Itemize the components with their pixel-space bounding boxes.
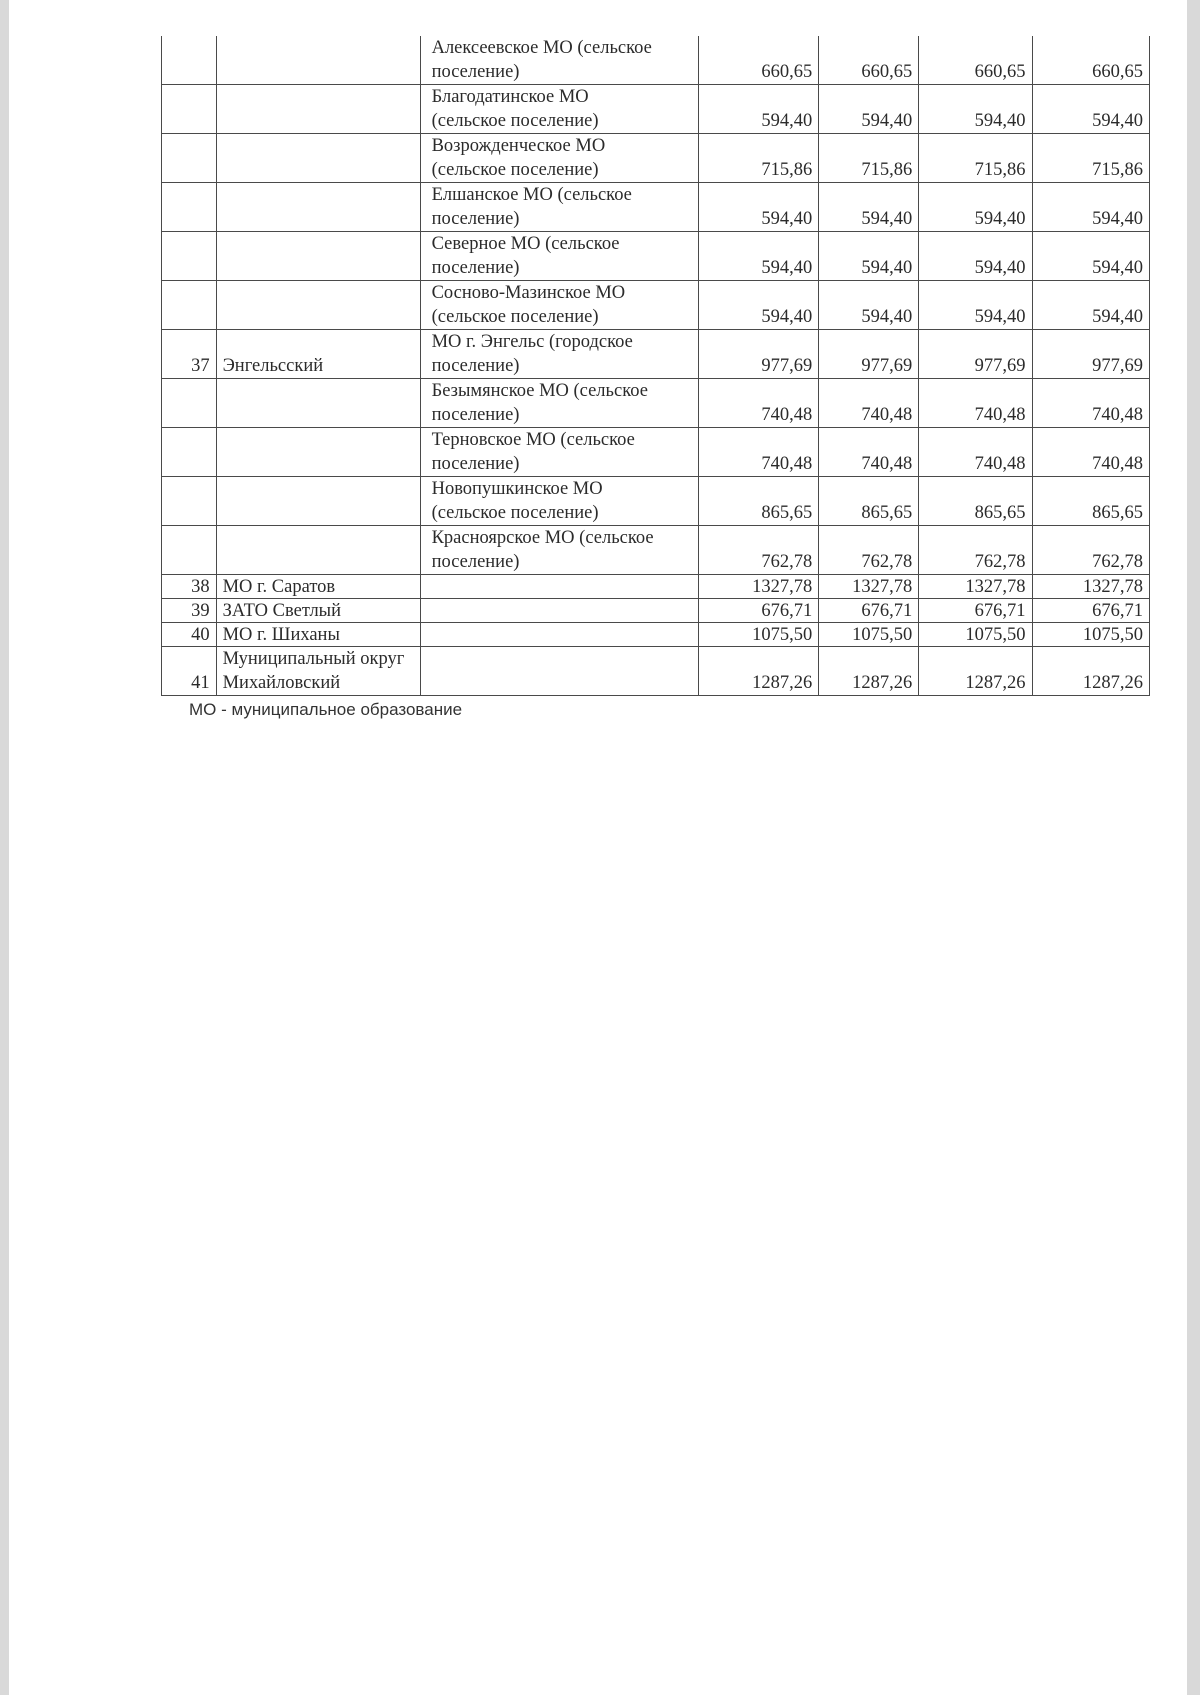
- row-number: 38: [162, 575, 217, 599]
- settlement-line: (сельское поселение): [431, 111, 599, 131]
- value-cell: 740,48: [1032, 428, 1150, 477]
- district-name: [216, 232, 420, 281]
- value-cell: 1327,78: [919, 575, 1032, 599]
- settlement-line: поселение): [431, 356, 520, 376]
- settlement-line: поселение): [431, 552, 520, 572]
- settlement-name: [420, 85, 698, 134]
- settlement-name: [420, 379, 698, 428]
- row-number: [162, 379, 217, 428]
- table-row: [162, 85, 1150, 134]
- value-cell: 1075,50: [1032, 623, 1150, 647]
- value-cell: 977,69: [819, 330, 919, 379]
- value-cell: 594,40: [698, 85, 819, 134]
- district-name: ЗАТО Светлый: [216, 599, 420, 623]
- row-number: 37: [162, 330, 217, 379]
- row-number: [162, 36, 217, 85]
- value-cell: 594,40: [919, 232, 1032, 281]
- value-cell: 762,78: [698, 526, 819, 575]
- value-cell: 1287,26: [819, 647, 919, 696]
- row-number: [162, 134, 217, 183]
- settlement-name: [420, 232, 698, 281]
- row-number: 41: [162, 647, 217, 696]
- value-cell: 762,78: [1032, 526, 1150, 575]
- value-cell: 594,40: [698, 281, 819, 330]
- value-cell: 594,40: [819, 183, 919, 232]
- district-name: [216, 183, 420, 232]
- value-cell: 594,40: [698, 183, 819, 232]
- table-row: [162, 575, 1150, 599]
- value-cell: 676,71: [919, 599, 1032, 623]
- district-name: [216, 36, 420, 85]
- value-cell: 594,40: [1032, 85, 1150, 134]
- value-cell: 865,65: [698, 477, 819, 526]
- value-cell: 594,40: [1032, 232, 1150, 281]
- settlement-line: поселение): [431, 454, 520, 474]
- value-cell: 865,65: [1032, 477, 1150, 526]
- settlement-line: (сельское поселение): [431, 503, 599, 523]
- value-cell: 715,86: [819, 134, 919, 183]
- settlement-line: Сосново-Мазинское МО: [431, 283, 626, 303]
- settlement-name: [420, 623, 698, 647]
- value-cell: 740,48: [919, 379, 1032, 428]
- settlement-name: [420, 647, 698, 696]
- settlement-line: Алексеевское МО (сельское: [431, 38, 652, 58]
- value-cell: 594,40: [919, 85, 1032, 134]
- row-number: [162, 477, 217, 526]
- value-cell: 977,69: [919, 330, 1032, 379]
- table-row: [162, 134, 1150, 183]
- value-cell: 865,65: [819, 477, 919, 526]
- settlement-name: [420, 330, 698, 379]
- row-number: [162, 183, 217, 232]
- settlement-line: Терновское МО (сельское: [431, 430, 635, 450]
- settlement-line: Новопушкинское МО: [431, 479, 603, 499]
- district-name: [216, 281, 420, 330]
- settlement-name: [420, 281, 698, 330]
- row-number: [162, 232, 217, 281]
- settlement-line: МО г. Энгельс (городское: [431, 332, 633, 352]
- value-cell: 594,40: [1032, 183, 1150, 232]
- table-row: [162, 281, 1150, 330]
- value-cell: 1327,78: [1032, 575, 1150, 599]
- row-number: 40: [162, 623, 217, 647]
- settlement-line: поселение): [431, 405, 520, 425]
- settlement-line: Северное МО (сельское: [431, 234, 620, 254]
- value-cell: 594,40: [698, 232, 819, 281]
- settlement-name: [420, 599, 698, 623]
- value-cell: 740,48: [698, 428, 819, 477]
- row-number: [162, 526, 217, 575]
- value-cell: 715,86: [1032, 134, 1150, 183]
- table-row: [162, 330, 1150, 379]
- value-cell: 740,48: [919, 428, 1032, 477]
- value-cell: 594,40: [819, 232, 919, 281]
- value-cell: 1075,50: [819, 623, 919, 647]
- table-row: [162, 232, 1150, 281]
- value-cell: 865,65: [919, 477, 1032, 526]
- settlement-name: [420, 477, 698, 526]
- value-cell: 740,48: [819, 379, 919, 428]
- district-name: [216, 526, 420, 575]
- settlement-line: Возрожденческое МО: [431, 136, 606, 156]
- value-cell: 1327,78: [819, 575, 919, 599]
- table-row: [162, 623, 1150, 647]
- table-row: [162, 36, 1150, 85]
- value-cell: 977,69: [1032, 330, 1150, 379]
- value-cell: 762,78: [919, 526, 1032, 575]
- settlement-line: Благодатинское МО: [431, 87, 589, 107]
- settlement-line: (сельское поселение): [431, 160, 599, 180]
- value-cell: 594,40: [919, 281, 1032, 330]
- value-cell: 1287,26: [1032, 647, 1150, 696]
- value-cell: 676,71: [698, 599, 819, 623]
- settlement-line: Елшанское МО (сельское: [431, 185, 632, 205]
- value-cell: 740,48: [698, 379, 819, 428]
- row-number: [162, 85, 217, 134]
- settlement-name: [420, 36, 698, 85]
- value-cell: 1287,26: [919, 647, 1032, 696]
- value-cell: 1287,26: [698, 647, 819, 696]
- value-cell: 594,40: [919, 183, 1032, 232]
- table-row: [162, 526, 1150, 575]
- value-cell: 594,40: [819, 85, 919, 134]
- document-page: [9, 0, 1187, 1695]
- value-cell: 676,71: [1032, 599, 1150, 623]
- value-cell: 762,78: [819, 526, 919, 575]
- settlement-name: [420, 526, 698, 575]
- settlement-name: [420, 428, 698, 477]
- settlement-line: поселение): [431, 62, 520, 82]
- table-row: [162, 428, 1150, 477]
- table-row: [162, 379, 1150, 428]
- value-cell: 715,86: [919, 134, 1032, 183]
- value-cell: 660,65: [919, 36, 1032, 85]
- value-cell: 740,48: [1032, 379, 1150, 428]
- table-row: [162, 599, 1150, 623]
- district-name: [216, 379, 420, 428]
- row-number: [162, 281, 217, 330]
- value-cell: 740,48: [819, 428, 919, 477]
- table-row: [162, 477, 1150, 526]
- district-name: МО г. Саратов: [216, 575, 420, 599]
- row-number: [162, 428, 217, 477]
- district-name: [216, 85, 420, 134]
- settlement-name: [420, 134, 698, 183]
- row-number: 39: [162, 599, 217, 623]
- settlement-line: Безымянское МО (сельское: [431, 381, 648, 401]
- value-cell: 594,40: [1032, 281, 1150, 330]
- settlement-line: поселение): [431, 258, 520, 278]
- value-cell: 1327,78: [698, 575, 819, 599]
- footnote: МО - муниципальное образование: [189, 700, 463, 719]
- district-name: Муниципальный округ Михайловский: [216, 647, 420, 696]
- district-name: Энгельсский: [216, 330, 420, 379]
- settlement-line: Красноярское МО (сельское: [431, 528, 654, 548]
- value-cell: 1075,50: [919, 623, 1032, 647]
- value-cell: 977,69: [698, 330, 819, 379]
- district-name: МО г. Шиханы: [216, 623, 420, 647]
- value-cell: 660,65: [698, 36, 819, 85]
- value-cell: 1075,50: [698, 623, 819, 647]
- value-cell: 715,86: [698, 134, 819, 183]
- table-row: [162, 183, 1150, 232]
- value-cell: 594,40: [819, 281, 919, 330]
- district-name: [216, 134, 420, 183]
- value-cell: 660,65: [819, 36, 919, 85]
- value-cell: 676,71: [819, 599, 919, 623]
- table-body: [162, 36, 1150, 696]
- settlement-line: (сельское поселение): [431, 307, 599, 327]
- value-cell: 660,65: [1032, 36, 1150, 85]
- table-row: [162, 647, 1150, 696]
- settlement-name: [420, 575, 698, 599]
- district-name: [216, 477, 420, 526]
- district-name: [216, 428, 420, 477]
- tariff-table: [161, 36, 1150, 696]
- settlement-name: [420, 183, 698, 232]
- settlement-line: поселение): [431, 209, 520, 229]
